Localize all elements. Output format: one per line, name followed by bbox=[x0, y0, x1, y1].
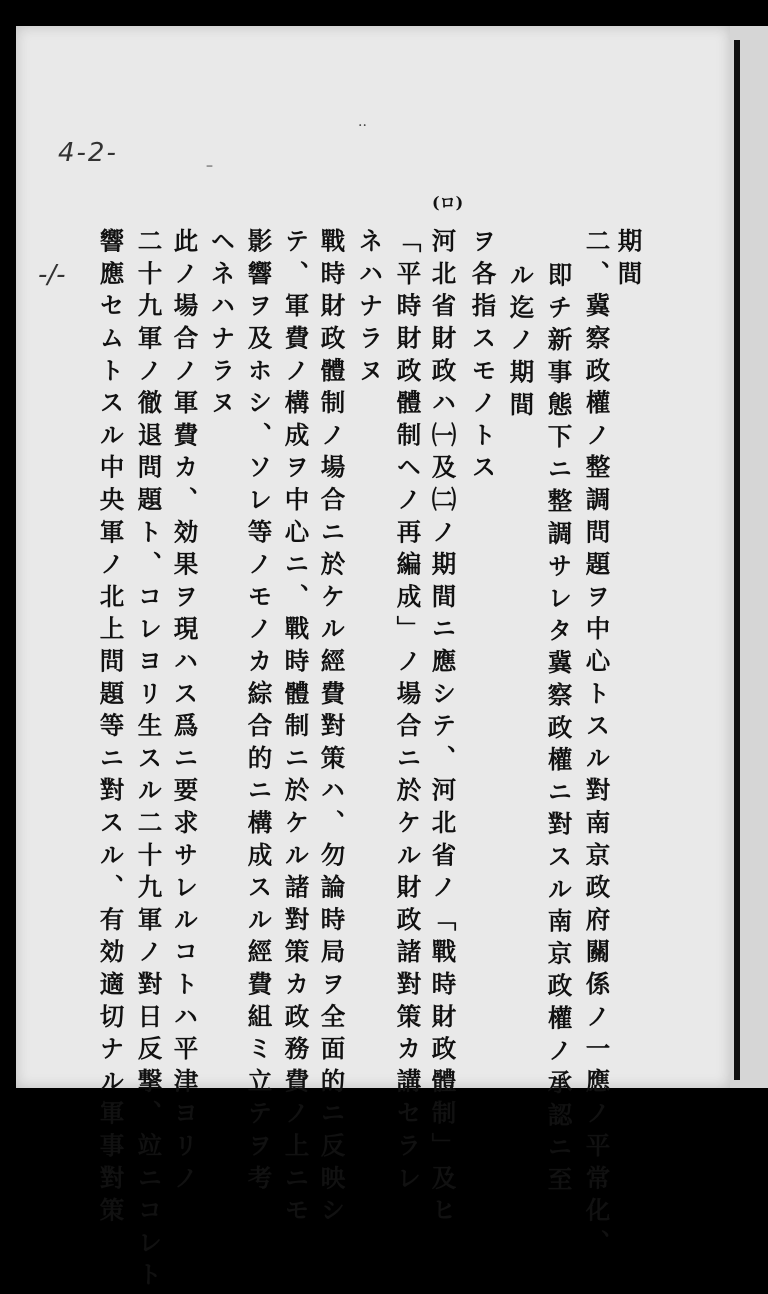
text-column-5: ヲ各指スモノトス bbox=[468, 228, 498, 487]
ink-speck: – bbox=[206, 158, 213, 174]
binding-line bbox=[734, 40, 740, 1080]
text-column-1: 期間 bbox=[614, 228, 644, 293]
pencil-annotation-top: 4-2- bbox=[58, 138, 118, 168]
text-column-14: 二十九軍ノ徹退問題ト、コレヨリ生スル二十九軍ノ對日反撃、竝ニコレト bbox=[134, 228, 164, 1294]
text-column-4: ル迄ノ期間 bbox=[506, 262, 536, 424]
text-column-3: 即チ新事態下ニ整調サレタ冀察政權ニ對スル南京政權ノ承認ニ至 bbox=[544, 262, 574, 1199]
text-column-9: 戰時財政體制ノ場合ニ於ケル經費對策ハ、勿論時局ヲ全面的ニ反映シ bbox=[317, 228, 347, 1230]
text-column-8: ネハナラヌ bbox=[355, 228, 385, 390]
pencil-annotation-side: -/- bbox=[38, 260, 66, 290]
text-column-13: 此ノ場合ノ軍費カ、効果ヲ現ハス爲ニ要求サレルコトハ平津ヨリノ bbox=[170, 228, 200, 1197]
text-column-11: 影響ヲ及ホシ、ソレ等ノモノカ綜合的ニ構成スル經費組ミ立テヲ考 bbox=[244, 228, 274, 1197]
text-column-10: テ、軍費ノ構成ヲ中心ニ、戰時體制ニ於ケル諸對策カ政務費ノ上ニモ bbox=[281, 228, 311, 1230]
ink-speck: ·· bbox=[358, 118, 367, 134]
text-column-6: 河北省財政ハ㈠及㈡ノ期間ニ應シテ、河北省ノ「戰時財政體制」及ヒ bbox=[428, 228, 458, 1230]
section-b-marker: (ロ) bbox=[432, 193, 464, 212]
text-column-2: 二、冀察政權ノ整調問題ヲ中心トスル對南京政府關係ノ一應ノ平常化、 bbox=[582, 228, 612, 1262]
text-column-12: ヘネハナラヌ bbox=[207, 228, 237, 422]
text-column-15: 響應セムトスル中央軍ノ北上問題等ニ對スル、有効適切ナル軍事對策 bbox=[96, 228, 126, 1230]
text-column-7: 「平時財政體制ヘノ再編成」ノ場合ニ於ケル財政諸對策カ講セラレ bbox=[393, 228, 423, 1197]
